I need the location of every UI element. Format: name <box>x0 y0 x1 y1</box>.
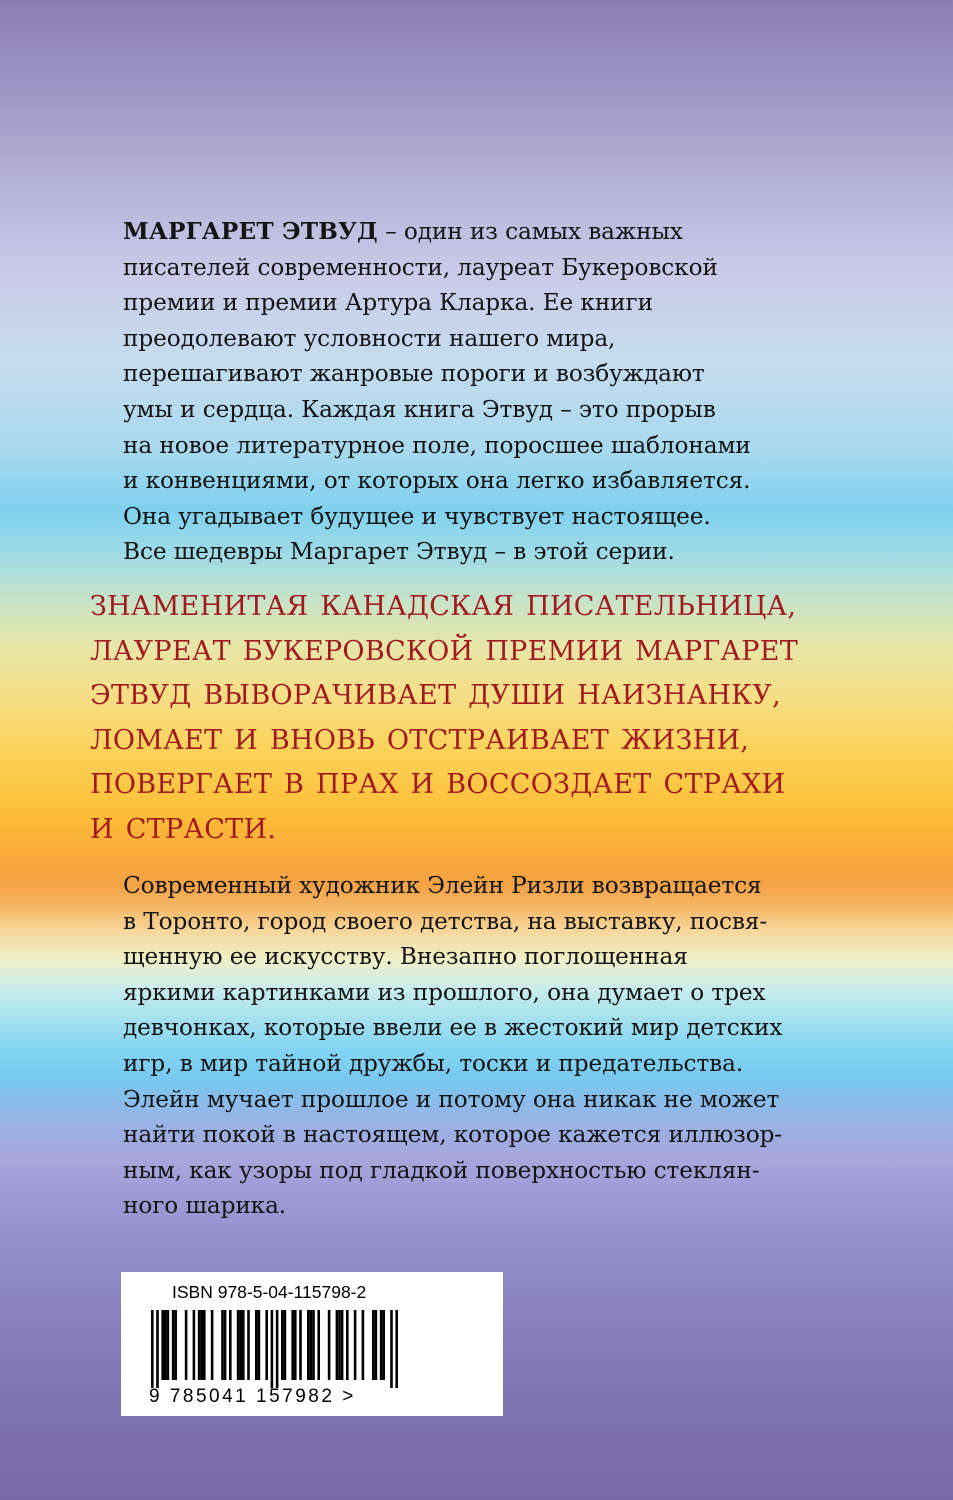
barcode-bar <box>307 1310 310 1380</box>
barcode-bar <box>390 1310 393 1388</box>
barcode-bar <box>395 1310 398 1388</box>
barcode-bar <box>336 1310 339 1380</box>
barcode-bar <box>281 1310 284 1380</box>
author-description <box>123 214 773 570</box>
barcode-bar <box>294 1310 297 1380</box>
barcode-bar <box>354 1310 357 1380</box>
author-line: писателей современности, лауреат Букеровской <box>123 253 718 281</box>
barcode-bar <box>242 1310 245 1380</box>
annotation-line: ным, как узоры под гладкой поверхностью стеклян- <box>123 1156 760 1184</box>
barcode-bar <box>221 1310 224 1380</box>
barcode-bar <box>372 1310 375 1380</box>
barcode-bar <box>174 1310 177 1380</box>
annotation-line: игр, в мир тайной дружбы, тоски и предательства. <box>123 1049 744 1077</box>
isbn-label: ISBN 978-5-04-115798-2 <box>172 1282 367 1302</box>
barcode-bar <box>203 1310 206 1380</box>
barcode-bar <box>255 1310 258 1380</box>
barcode-bar <box>341 1310 344 1380</box>
barcode-bar <box>265 1310 268 1380</box>
barcode-bar <box>239 1310 242 1380</box>
annotation-line: яркими картинками из прошлого, она думает о трех <box>123 978 766 1006</box>
annotation-line: ного шарика. <box>123 1192 287 1220</box>
tagline-line: И СТРАСТИ. <box>90 813 277 845</box>
annotation-line: щенную ее искусству. Внезапно поглощенная <box>123 943 688 971</box>
barcode-bar <box>276 1310 279 1388</box>
annotation-line: найти покой в настоящем, которое кажется иллюзор- <box>123 1121 783 1149</box>
author-name: МАРГАРЕТ ЭТВУД <box>123 218 378 245</box>
tagline-line: ЭТВУД ВЫВОРАЧИВАЕТ ДУШИ НАИЗНАНКУ, <box>90 680 782 711</box>
author-line: перешагивают жанровые пороги и возбуждают <box>123 360 705 388</box>
barcode-bar <box>185 1310 188 1380</box>
barcode-bar <box>291 1310 294 1380</box>
barcode-bar <box>375 1310 378 1380</box>
tagline-line: ЛОМАЕТ И ВНОВЬ ОТСТРАИВАЕТ ЖИЗНИ, <box>90 724 750 756</box>
barcode-bar <box>193 1310 196 1380</box>
barcode-bar <box>382 1310 385 1380</box>
tagline-line: ПОВЕРГАЕТ В ПРАХ И ВОССОЗДАЕТ СТРАХИ <box>90 769 786 800</box>
barcode-bar <box>211 1310 214 1380</box>
barcode-bar <box>338 1310 341 1380</box>
tagline-line: ЗНАМЕНИТАЯ КАНАДСКАЯ ПИСАТЕЛЬНИЦА, <box>90 591 797 622</box>
barcode-bar <box>229 1310 232 1380</box>
barcode-bar <box>328 1310 331 1380</box>
barcode-bar <box>310 1310 313 1380</box>
barcode-bar <box>237 1310 240 1380</box>
barcode-bar <box>271 1310 274 1388</box>
barcode-digits: 9 785041 157982 > <box>149 1386 356 1407</box>
barcode-panel <box>121 1272 503 1416</box>
barcode-icon <box>151 1310 401 1388</box>
tagline-line: ЛАУРЕАТ БУКЕРОВСКОЙ ПРЕМИИ МАРГАРЕТ <box>90 635 799 667</box>
author-line: на новое литературное поле, поросшее шаблонами <box>123 431 751 459</box>
author-line: Все шедевры Маргарет Этвуд – в этой серии. <box>123 538 675 566</box>
book-annotation <box>123 868 813 1224</box>
annotation-line: в Торонто, город своего детства, на выставку, посвя- <box>123 907 768 935</box>
barcode-bar <box>224 1310 227 1380</box>
barcode-bar <box>258 1310 261 1380</box>
author-line: премии и премии Артура Кларка. Ее книги <box>123 289 653 317</box>
barcode-bar <box>284 1310 287 1380</box>
barcode-bar <box>172 1310 175 1380</box>
barcode-bar <box>380 1310 383 1380</box>
barcode-bar <box>151 1310 154 1388</box>
author-line: умы и сердца. Каждая книга Этвуд – это прорыв <box>123 395 716 423</box>
author-line <box>123 214 773 250</box>
barcode-bar <box>167 1310 170 1380</box>
barcode-bar <box>200 1310 203 1380</box>
barcode-bar <box>299 1310 302 1380</box>
annotation-line: Элейн мучает прошлое и потому она никак не может <box>123 1085 780 1113</box>
barcode-bar <box>362 1310 365 1380</box>
annotation-line: Современный художник Элейн Ризли возвращается <box>123 872 762 899</box>
barcode-bar <box>156 1310 159 1388</box>
barcode-bar <box>198 1310 201 1380</box>
barcode-bar <box>161 1310 164 1380</box>
red-tagline <box>90 585 810 852</box>
barcode-bar <box>317 1310 320 1380</box>
barcode-bar <box>247 1310 250 1380</box>
barcode-bar <box>346 1310 349 1380</box>
barcode-bar <box>312 1310 315 1380</box>
author-line-rest: – один из самых важных <box>377 218 683 245</box>
annotation-line: девчонках, которые ввели ее в жестокий мир детских <box>123 1014 783 1042</box>
author-line: преодолевают условности нашего мира, <box>123 324 616 352</box>
author-line: Она угадывает будущее и чувствует настоящее. <box>123 502 711 530</box>
author-line: и конвенциями, от которых она легко избавляется. <box>123 467 751 495</box>
barcode-bar <box>164 1310 167 1380</box>
